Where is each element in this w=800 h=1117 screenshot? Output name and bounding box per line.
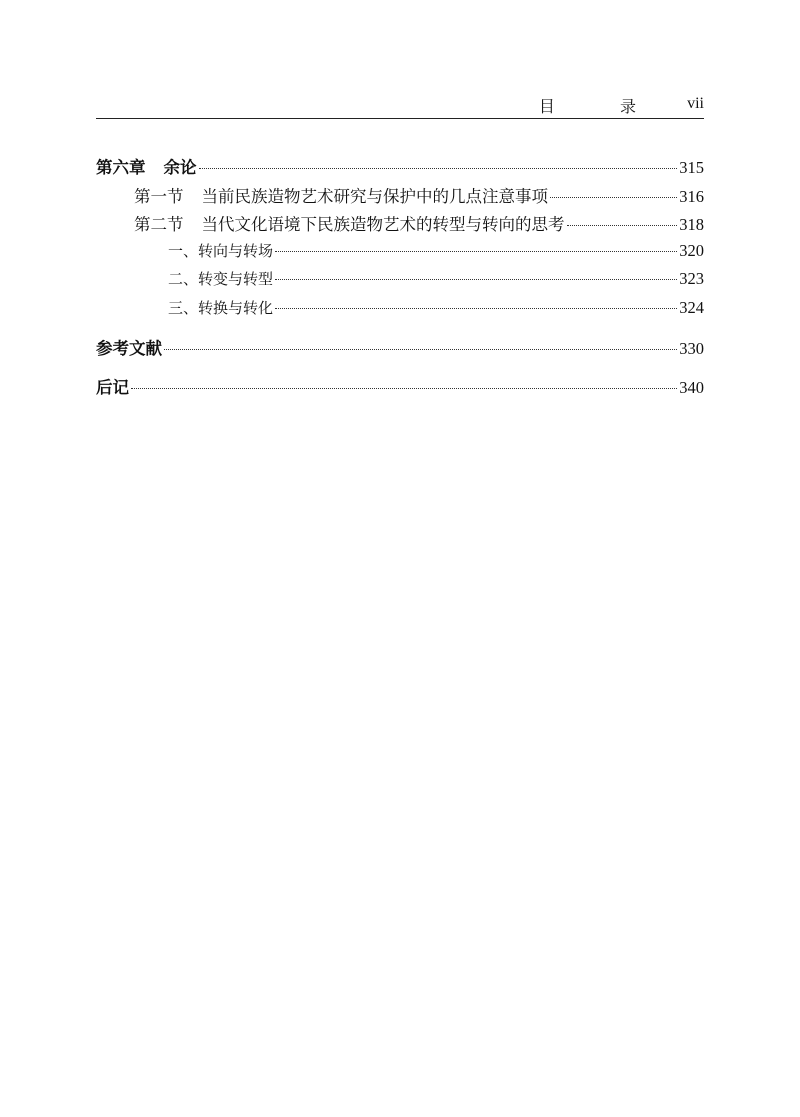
- references-title: 参考文献: [96, 339, 162, 358]
- leader-dots: [567, 224, 678, 226]
- toc-entry-section-1[interactable]: [96, 183, 704, 212]
- toc-page-number: 315: [679, 158, 704, 177]
- toc-page-number: 318: [679, 215, 704, 234]
- chapter-number: 第六章: [96, 158, 146, 177]
- running-header: [96, 94, 704, 119]
- toc-entry-references[interactable]: [96, 335, 704, 364]
- postscript-title: 后记: [96, 377, 129, 397]
- leader-dots: [131, 387, 677, 389]
- section-number: 第二节: [134, 215, 184, 234]
- section-number: 第一节: [134, 186, 184, 206]
- toc-page-number: 320: [679, 240, 704, 260]
- toc-page-number: 323: [679, 269, 704, 288]
- toc-entry-label: [134, 183, 548, 207]
- toc-entry-label: [134, 211, 565, 235]
- toc-page-number: 340: [679, 377, 704, 397]
- toc-page-number: 330: [679, 339, 704, 358]
- toc-entry-subsection-2[interactable]: [96, 268, 704, 297]
- leader-dots: [164, 348, 677, 350]
- header-title: 目 录: [538, 97, 666, 116]
- leader-dots: [275, 278, 677, 280]
- leader-dots: [275, 250, 677, 252]
- chapter-title: 余论: [163, 158, 197, 177]
- toc-page-number: 324: [679, 297, 704, 317]
- toc-entry-subsection-1[interactable]: [96, 240, 704, 269]
- subsection-title: 二、转变与转型: [168, 270, 274, 288]
- toc-entry-chapter-6[interactable]: [96, 154, 704, 183]
- toc-entry-subsection-3[interactable]: [96, 297, 704, 326]
- section-title: 当前民族造物艺术研究与保护中的几点注意事项: [201, 186, 548, 206]
- table-of-contents: [96, 154, 704, 402]
- leader-dots: [199, 167, 678, 169]
- leader-dots: [275, 307, 677, 309]
- toc-entry-postscript[interactable]: [96, 374, 704, 403]
- toc-entry-section-2[interactable]: [96, 211, 704, 240]
- header-page-number: vii: [687, 95, 704, 112]
- leader-dots: [550, 196, 677, 198]
- toc-page-number: 316: [679, 186, 704, 206]
- subsection-title: 一、转向与转场: [168, 241, 274, 260]
- subsection-title: 三、转换与转化: [168, 298, 274, 317]
- section-title: 当代文化语境下民族造物艺术的转型与转向的思考: [201, 215, 565, 234]
- toc-entry-label: [96, 154, 197, 178]
